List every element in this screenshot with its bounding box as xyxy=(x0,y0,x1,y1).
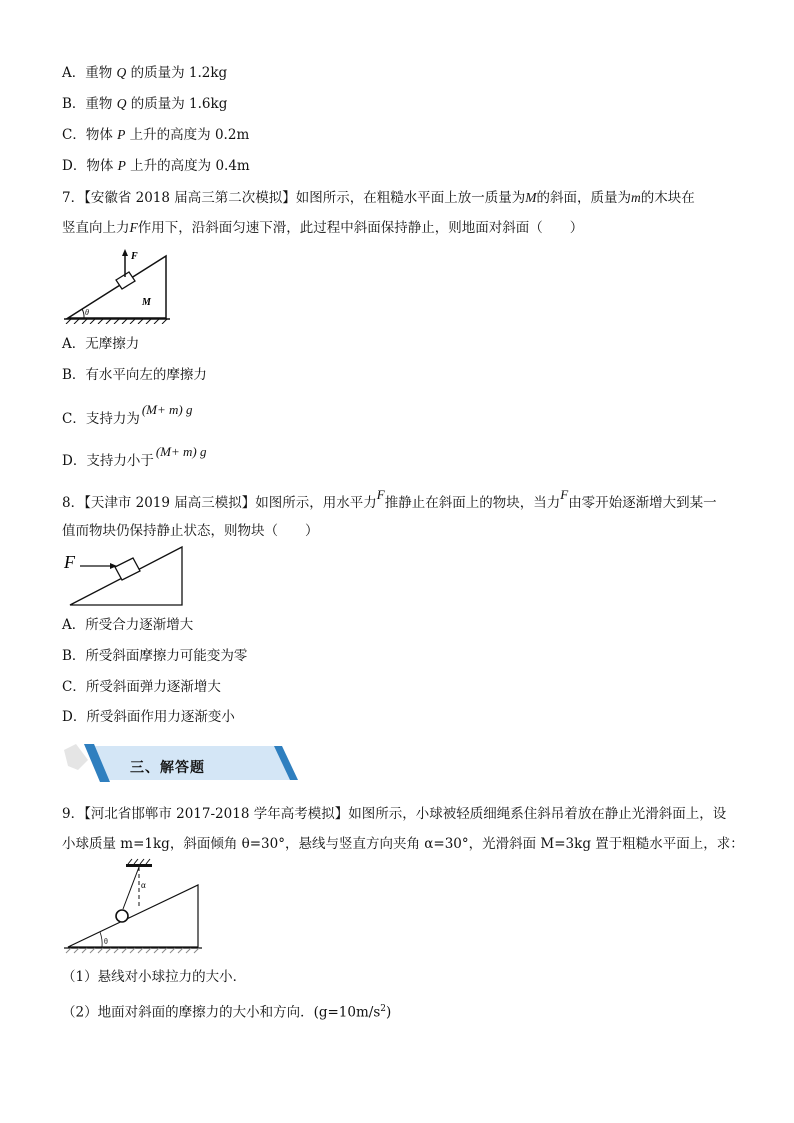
angle-arc xyxy=(82,309,84,318)
theta-label: θ xyxy=(104,937,108,946)
q9-incline-figure xyxy=(62,858,208,958)
alpha-label: α xyxy=(141,880,146,890)
q9-stem-line2: 小球质量 m=1kg，斜面倾角 θ=30°，悬线与竖直方向夹角 α=30°，光滑斜面 M=3kg 置于粗糙水平面上，求： xyxy=(62,836,744,852)
block xyxy=(115,558,140,580)
banner-decoration xyxy=(64,744,88,770)
q8-option-a: A．所受合力逐渐增大 xyxy=(62,617,194,633)
incline-triangle xyxy=(68,885,198,947)
q8-stem-line1: 8．【天津市 2019 届高三模拟】如图所示，用水平力F推静止在斜面上的物块，当力F由零开始逐渐增大到某一 xyxy=(62,487,717,511)
q8-option-b: B．所受斜面摩擦力可能变为零 xyxy=(62,648,248,664)
formula: (M+ m) g xyxy=(141,402,193,417)
theta-arc xyxy=(100,932,102,947)
q7-stem-line1: 7．【安徽省 2018 届高三第二次模拟】如图所示，在粗糙水平面上放一质量为M的斜面，质量为m的木块在 xyxy=(62,190,695,206)
ball xyxy=(116,910,128,922)
q7-option-a: A．无摩擦力 xyxy=(62,336,140,352)
q9-stem-line1: 9．【河北省邯郸市 2017-2018 学年高考模拟】如图所示，小球被轻质细绳系住斜吊着放在静止光滑斜面上，设 xyxy=(62,806,727,822)
q9-sub1: （1）悬线对小球拉力的大小． xyxy=(62,969,247,985)
incline-triangle xyxy=(68,256,166,318)
string xyxy=(123,867,139,909)
force-label: F xyxy=(64,552,75,572)
ceiling xyxy=(126,864,152,867)
ground-hatching xyxy=(66,948,199,953)
q7-option-c: C．支持力为(M+ m) g xyxy=(62,402,193,427)
mass-label: M xyxy=(142,297,151,308)
q9-sub2: （2）地面对斜面的摩擦力的大小和方向．$(g=10m/s^2)$ xyxy=(62,1004,392,1021)
q6-option-d: D．物体 P 上升的高度为 0.4m xyxy=(62,158,250,174)
ceiling-hatching xyxy=(128,859,150,864)
section-title: 三、解答题 xyxy=(130,760,205,776)
q6-option-b: B．重物 Q 的质量为 1.6kg xyxy=(62,96,228,112)
q6-option-a: A．重物 Q 的质量为 1.2kg xyxy=(62,65,228,81)
q7-option-b: B．有水平向左的摩擦力 xyxy=(62,367,207,383)
q7-stem-line2: 竖直向上力F作用下，沿斜面匀速下滑，此过程中斜面保持静止，则地面对斜面（ ） xyxy=(62,220,584,236)
force-label: F xyxy=(131,251,138,262)
q7-option-d: D．支持力小于(M+ m) g xyxy=(62,444,207,469)
formula: (M+ m) g xyxy=(155,444,207,459)
q7-incline-figure xyxy=(62,248,172,324)
angle-label: θ xyxy=(85,308,89,317)
force-arrowhead xyxy=(122,249,128,256)
q6-option-c: C．物体 P 上升的高度为 0.2m xyxy=(62,127,250,143)
q8-option-c: C．所受斜面弹力逐渐增大 xyxy=(62,679,221,695)
q8-incline-figure xyxy=(62,544,186,608)
q8-option-d: D．所受斜面作用力逐渐变小 xyxy=(62,709,235,725)
q8-stem-line2: 值而物块仍保持静止状态，则物块（ ） xyxy=(62,523,319,539)
